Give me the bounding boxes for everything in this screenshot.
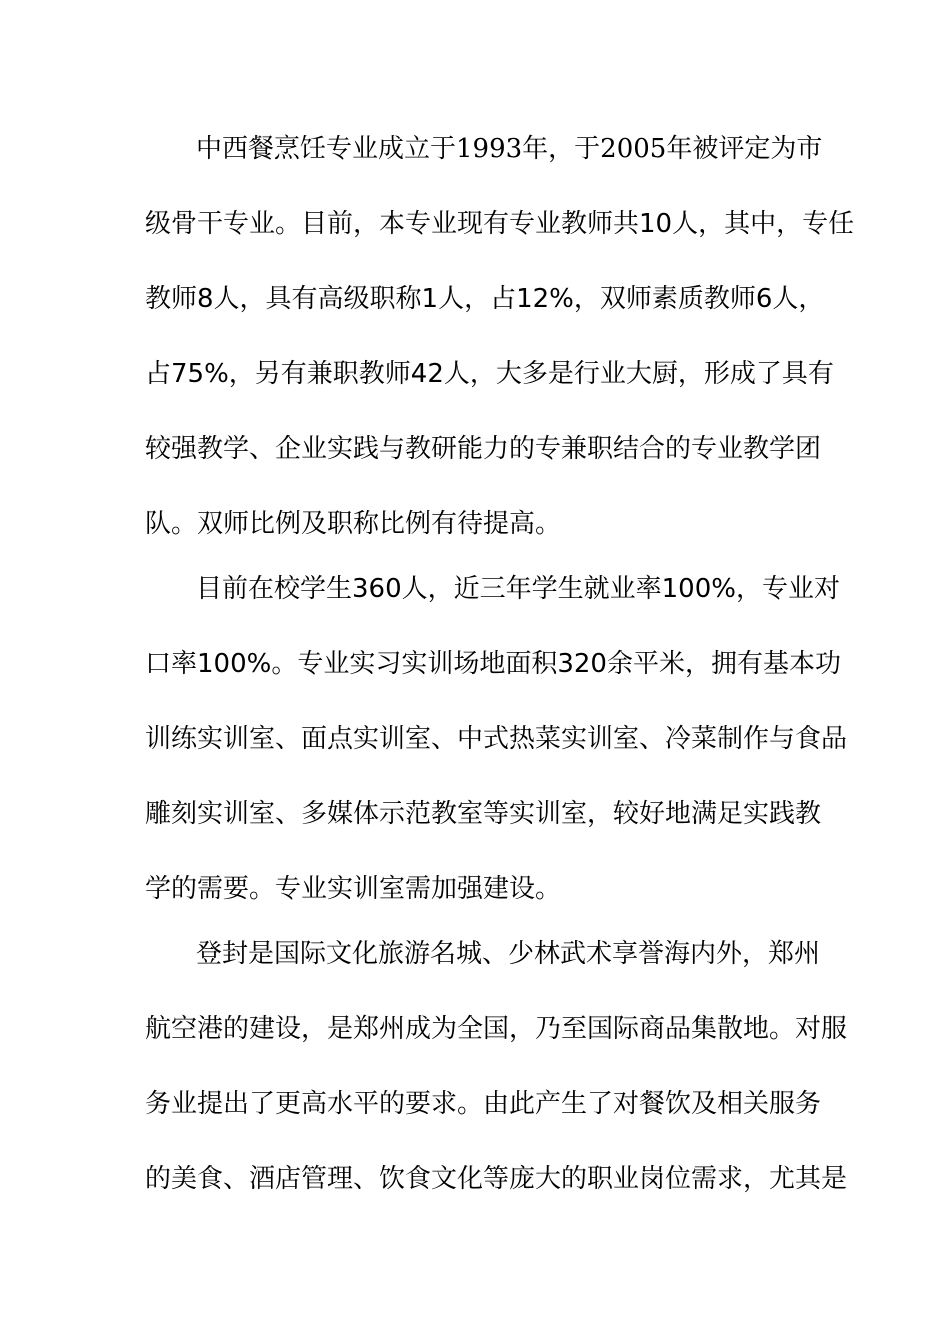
paragraph-1-line-6: 队。双师比例及职称比例有待提高。 <box>145 509 562 539</box>
paragraph-1-line-4: 占75%，另有兼职教师42人，大多是行业大厨，形成了具有 <box>145 359 834 389</box>
paragraph-3-line-1: 登封是国际文化旅游名城、少林武术享誉海内外，郑州 <box>196 939 821 969</box>
paragraph-2-line-5: 学的需要。专业实训室需加强建设。 <box>145 874 562 904</box>
paragraph-3-line-3: 务业提出了更高水平的要求。由此产生了对餐饮及相关服务 <box>145 1089 822 1119</box>
paragraph-3-line-2: 航空港的建设，是郑州成为全国，乃至国际商品集散地。对服 <box>145 1014 848 1044</box>
paragraph-1-line-5: 较强教学、企业实践与教研能力的专兼职结合的专业教学团 <box>145 434 822 464</box>
paragraph-2-line-1: 目前在校学生360人，近三年学生就业率100%，专业对 <box>196 574 840 604</box>
paragraph-2-line-3: 训练实训室、面点实训室、中式热菜实训室、冷菜制作与食品 <box>145 724 848 754</box>
paragraph-3-line-4: 的美食、酒店管理、饮食文化等庞大的职业岗位需求，尤其是 <box>145 1164 848 1194</box>
paragraph-2-line-4: 雕刻实训室、多媒体示范教室等实训室，较好地满足实践教 <box>145 799 822 829</box>
paragraph-1-line-1: 中西餐烹饪专业成立于1993年，于2005年被评定为市 <box>196 134 823 164</box>
paragraph-1-line-2: 级骨干专业。目前，本专业现有专业教师共10人，其中，专任 <box>145 209 855 239</box>
paragraph-2-line-2: 口率100%。专业实习实训场地面积320余平米，拥有基本功 <box>145 649 841 679</box>
paragraph-1-line-3: 教师8人，具有高级职称1人，占12%，双师素质教师6人， <box>145 284 825 314</box>
